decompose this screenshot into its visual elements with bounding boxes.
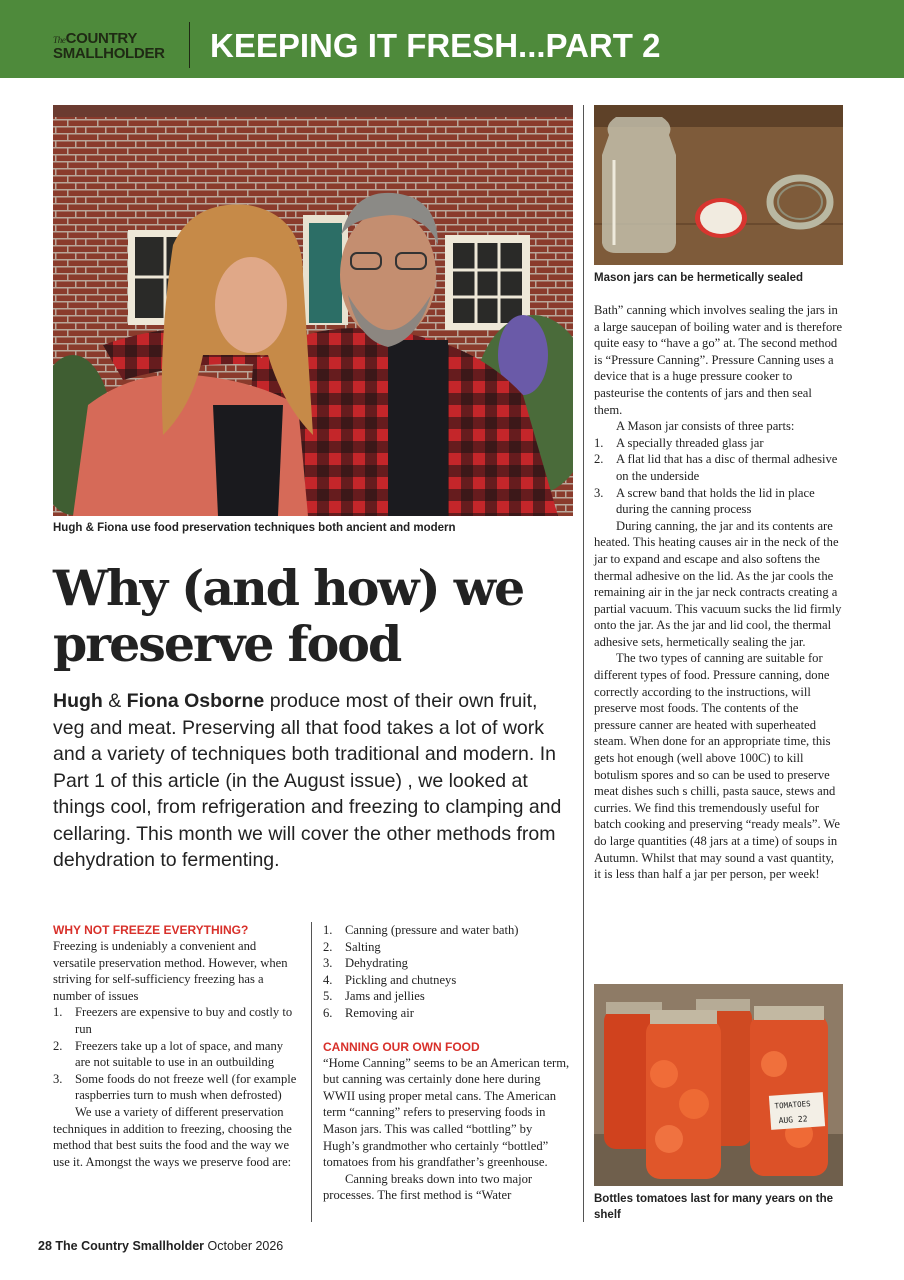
list-text: A specially threaded glass jar bbox=[616, 435, 764, 450]
jar-label-line2: AUG 22 bbox=[778, 1114, 808, 1126]
list-number: 6. bbox=[323, 1005, 333, 1020]
list-item bbox=[53, 1038, 300, 1071]
standfirst-text: produce most of their own fruit, veg and meat. Preserving all that food takes a lot of work and a variety of techniques both traditional and modern. In Part 1 of this article (in the August issue) , we looked at things cool, from refrigeration and freezing to clamping and cellaring. This month we will cover the other methods from dehydration to fermenting. bbox=[53, 690, 562, 871]
list-item bbox=[594, 485, 843, 518]
header-band bbox=[0, 0, 904, 78]
col3-para4: The two types of canning are suitable for different types of food. Pressure canning, done correctly according to the instructions, will preserve most foods. The contents of the pressure canner are heated with superheated steam. When done for an appropriate time, this gets hot enough (well above 100C) to kill botulism spores and so can be used to preserve meat dishes such s chilli, pasta sauce, stews and curries. We find this tremendously useful for batch cooking and preserving “ready meals”. We do large quantities (48 jars at a time) of soups in Autumn. Whilst that may sound a vast quantity, it is less than half a jar per person, per week! bbox=[594, 651, 840, 882]
list-item bbox=[323, 955, 570, 972]
column-3 bbox=[594, 302, 843, 883]
list-text: Salting bbox=[345, 939, 381, 954]
list-number: 3. bbox=[53, 1071, 63, 1086]
list-item bbox=[53, 1071, 300, 1104]
freezer-issues-list bbox=[53, 1004, 300, 1104]
column-rule-2 bbox=[583, 105, 584, 1222]
magazine-name: The Country Smallholder bbox=[55, 1239, 205, 1253]
headline-line1: Why (and how) we bbox=[53, 559, 524, 617]
list-number: 2. bbox=[323, 939, 333, 954]
list-text: A screw band that holds the lid in place during the canning process bbox=[616, 485, 815, 517]
list-text: Freezers are expensive to buy and costly to run bbox=[75, 1005, 293, 1036]
subhead-freeze: WHY NOT FREEZE EVERYTHING? bbox=[53, 923, 249, 937]
header-divider bbox=[189, 22, 190, 68]
col1-intro: Freezing is undeniably a convenient and versatile preservation method. However, when striving for self-sufficiency freezing has a number of issues bbox=[53, 939, 288, 1003]
list-text: A flat lid that has a disc of thermal adhesive on the underside bbox=[616, 452, 838, 483]
mason-jar-caption: Mason jars can be hermetically sealed bbox=[594, 272, 804, 284]
article-headline bbox=[53, 560, 573, 672]
author-hugh: Hugh bbox=[53, 690, 103, 712]
list-number: 5. bbox=[323, 989, 333, 1004]
main-photo bbox=[53, 105, 573, 516]
list-text: Canning (pressure and water bath) bbox=[345, 923, 519, 937]
tomato-jars-caption: Bottles tomatoes last for many years on the shelf bbox=[594, 1193, 834, 1221]
section-title: KEEPING IT FRESH...PART 2 bbox=[210, 27, 661, 64]
list-item bbox=[53, 1004, 300, 1037]
col3-para3: During canning, the jar and its contents are heated. This heating causes air in the neck of the jar to expand and escape and also softens the thermal adhesive on the lid. As the jar cools the remaining air in the jar neck contracts creating a partial vacuum. This vacuum sucks the lid firmly onto the jar. As the jar and lid cool, the thermal adhesive sets, hermetically sealing the jar. bbox=[594, 518, 842, 649]
column-1 bbox=[53, 922, 300, 1170]
standfirst bbox=[53, 688, 573, 874]
column-2 bbox=[323, 922, 570, 1204]
list-number: 1. bbox=[323, 923, 333, 937]
col1-para: We use a variety of different preservation techniques in addition to freezing, choosing the method that best suits the food and the way we use it. Amongst the ways we preserve food are: bbox=[53, 1104, 292, 1169]
list-number: 3. bbox=[594, 485, 604, 500]
col2-para1: “Home Canning” seems to be an American term, but canning was certainly done here during WWII using proper metal cans. The American term “canning” refers to preserving foods in Mason jars. This was called “bottling” by Hugh’s grandmother who certainly “bottled” tomatoes from his grandfather’s greenhouse. bbox=[323, 1055, 570, 1170]
methods-list bbox=[323, 922, 570, 1022]
brand-line2: SMALLHOLDER bbox=[53, 45, 165, 62]
list-item bbox=[323, 939, 570, 956]
list-item bbox=[594, 435, 843, 452]
col3-para2: A Mason jar consists of three parts: bbox=[616, 419, 795, 434]
col2-para2: Canning breaks down into two major processes. The first method is “Water bbox=[323, 1171, 533, 1203]
page-footer bbox=[38, 1239, 283, 1253]
list-text: Removing air bbox=[345, 1005, 414, 1020]
issue-date: October 2026 bbox=[207, 1239, 284, 1253]
mason-parts-list bbox=[594, 435, 843, 518]
main-photo-caption: Hugh & Fiona use food preservation techniques both ancient and modern bbox=[53, 522, 456, 534]
brand-logo bbox=[53, 32, 165, 61]
list-item bbox=[323, 1005, 570, 1022]
column-rule-1 bbox=[311, 922, 312, 1222]
list-number: 4. bbox=[323, 972, 333, 987]
page-number: 28 bbox=[38, 1239, 52, 1253]
list-number: 1. bbox=[594, 435, 604, 450]
list-item bbox=[594, 451, 843, 484]
list-text: Freezers take up a lot of space, and many are not suitable to use in an outbuilding bbox=[75, 1038, 284, 1070]
brand-line1: COUNTRY bbox=[65, 30, 138, 47]
list-text: Dehydrating bbox=[345, 956, 408, 971]
col3-para1: Bath” canning which involves sealing the jars in a large saucepan of boiling water and is therefore quite easy to “have a go” at. The second method is “Pressure Canning”. Pressure Canning uses a device that is a huge pressure cooker to pasteurise the contents of jars and then seal them. bbox=[594, 303, 843, 417]
list-text: Jams and jellies bbox=[345, 989, 425, 1004]
list-item bbox=[323, 972, 570, 989]
list-number: 1. bbox=[53, 1005, 63, 1020]
author-fiona: Fiona Osborne bbox=[126, 690, 265, 712]
mason-jar-photo bbox=[594, 105, 843, 265]
headline-line2: preserve food bbox=[53, 615, 401, 673]
jar-label-line1: TOMATOES bbox=[774, 1099, 811, 1111]
list-number: 2. bbox=[53, 1038, 63, 1053]
tomato-jars-photo bbox=[594, 984, 843, 1186]
list-item bbox=[323, 988, 570, 1005]
list-number: 2. bbox=[594, 452, 604, 467]
author-amp: & bbox=[102, 690, 127, 712]
list-number: 3. bbox=[323, 956, 333, 971]
list-item bbox=[323, 922, 570, 939]
brand-the: The bbox=[53, 35, 66, 45]
list-text: Pickling and chutneys bbox=[345, 972, 457, 987]
subhead-canning: CANNING OUR OWN FOOD bbox=[323, 1039, 480, 1054]
list-text: Some foods do not freeze well (for example raspberries turn to mush when defrosted) bbox=[75, 1071, 297, 1103]
